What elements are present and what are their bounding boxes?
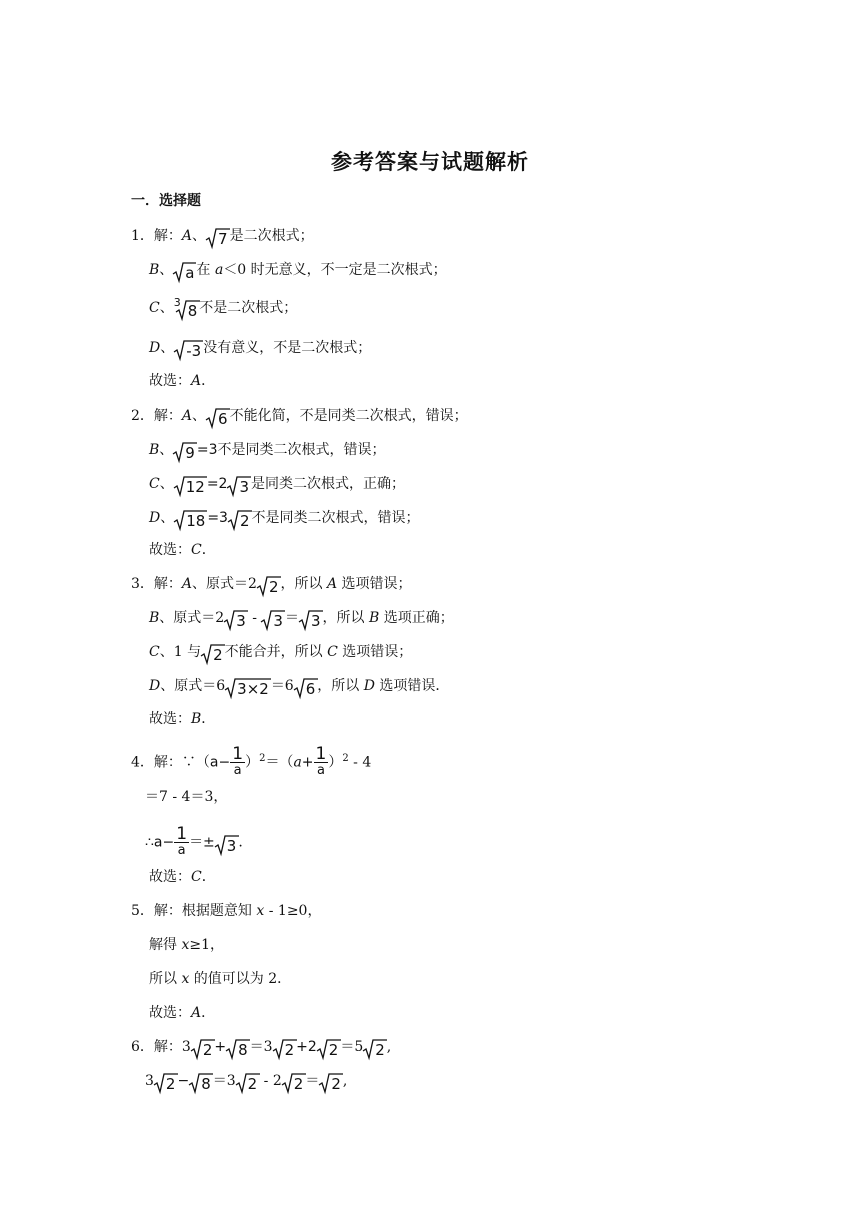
- fraction: $\frac{1}{a}$: [232, 744, 244, 778]
- sqrt-expression: 18: [174, 509, 207, 532]
- radical-sign: [273, 1038, 297, 1060]
- radical-sign: [227, 475, 251, 497]
- radical-sign: [206, 227, 230, 249]
- sqrt-expression: 2: [317, 1038, 341, 1061]
- radical-sign: [294, 677, 318, 699]
- option-letter: D: [149, 340, 161, 356]
- q2-line-2: B、 9 =3不是同类二次根式，错误；: [149, 442, 386, 462]
- sqrt-expression: 3: [299, 609, 323, 632]
- q1-line-4: D、 -3 没有意义，不是二次根式；: [149, 340, 372, 360]
- radical-sign: [173, 441, 197, 463]
- radical-sign: [282, 1072, 306, 1094]
- radical-sign: [261, 609, 285, 631]
- q3-line-1: 3．解：A、原式＝2 2 ，所以 A 选项错误；: [131, 576, 412, 596]
- sqrt-expression: 2: [191, 1038, 215, 1061]
- q1-line-2: B、 a 在 a＜0 时无意义，不一定是二次根式；: [149, 262, 447, 282]
- radical-sign: [317, 1038, 341, 1060]
- sqrt-expression: 2: [257, 575, 281, 598]
- q4-answer: 故选：C．: [149, 869, 216, 885]
- sqrt-expression: 8: [226, 1038, 250, 1061]
- sqrt-expression: 12: [174, 475, 207, 498]
- q3-line-3: C、1 与 2 不能合并，所以 C 选项错误；: [149, 644, 413, 664]
- option-letter: A: [181, 228, 193, 244]
- sqrt-expression: 2: [228, 509, 252, 532]
- sqrt-expression: 9: [173, 441, 197, 464]
- sqrt-expression: 2: [273, 1038, 297, 1061]
- radical-sign: [174, 509, 207, 531]
- question-number: 3．: [131, 576, 154, 592]
- q4-line-2: ＝7 - 4＝3，: [145, 789, 228, 805]
- q1-line-3: C、 3 8 不是二次根式；: [149, 296, 298, 320]
- sqrt-expression: a: [173, 261, 196, 284]
- sqrt-expression: 6: [206, 407, 230, 430]
- text: 、: [192, 228, 207, 244]
- radical-sign: [189, 1072, 213, 1094]
- radical-sign: [173, 261, 196, 283]
- text: 是二次根式；: [229, 228, 314, 244]
- radical-sign: [257, 575, 281, 597]
- sqrt-expression: 2: [201, 643, 225, 666]
- q5-line-2: 解得 x≥1，: [149, 937, 224, 953]
- q5-answer: 故选：A．: [149, 1005, 216, 1021]
- q3-line-2: B、原式＝2 3 - 3 ＝ 3 ，所以 B 选项正确；: [149, 610, 454, 630]
- sqrt-expression: 7: [206, 227, 230, 250]
- q4-line-1: 4．解：∵（a− $\frac{1}{a}$ ）$^2$＝（a+ $\frac{1}{a}$ ）$^2$ - 4: [131, 744, 372, 778]
- q5-line-1: 5．解：根据题意知 x - 1≥0，: [131, 903, 322, 919]
- sqrt-expression: 3: [215, 834, 239, 857]
- radical-sign: [299, 609, 323, 631]
- sqrt-expression: 8: [189, 1072, 213, 1095]
- q5-line-3: 所以 x 的值可以为 2．: [149, 971, 292, 987]
- radical-sign: [226, 1038, 250, 1060]
- q2-line-3: C、 12 =2 3 是同类二次根式，正确；: [149, 476, 405, 496]
- q6-line-2: 3 2 − 8 ＝3 2 - 2 2 ＝ 2 ,: [145, 1073, 348, 1093]
- q3-line-4: D、原式＝6 3×2 ＝6 6 ，所以 D 选项错误．: [149, 678, 450, 698]
- question-number: 6．: [131, 1039, 154, 1055]
- radical-sign: [191, 1038, 215, 1060]
- radical-sign: [363, 1038, 387, 1060]
- q1-answer: 故选：A．: [149, 373, 216, 389]
- sqrt-expression: 3×2: [225, 677, 271, 700]
- radical-sign: [236, 1072, 260, 1094]
- sqrt-expression: 2: [282, 1072, 306, 1095]
- sqrt-expression: 3: [261, 609, 285, 632]
- question-number: 2．: [131, 408, 154, 424]
- sqrt-expression: 3: [224, 609, 248, 632]
- q2-answer: 故选：C．: [149, 542, 216, 558]
- radical-sign: [201, 643, 225, 665]
- fraction: $\frac{1}{a}$: [176, 824, 188, 858]
- section-heading: 一．选择题: [131, 193, 201, 209]
- sqrt-expression: -3: [174, 339, 203, 362]
- radical-sign: [206, 407, 230, 429]
- radical-sign: [228, 509, 252, 531]
- radical-sign: [174, 339, 203, 361]
- sqrt-expression: 2: [154, 1072, 178, 1095]
- q3-answer: 故选：B．: [149, 711, 216, 727]
- radical-sign: [174, 475, 207, 497]
- sqrt-expression: 3: [227, 475, 251, 498]
- cube-root-expression: 3 8: [174, 299, 200, 322]
- question-number: 4．: [131, 754, 154, 771]
- radical-sign: [224, 609, 248, 631]
- q2-line-4: D、 18 =3 2 不是同类二次根式，错误；: [149, 510, 420, 530]
- radical-sign: [215, 834, 239, 856]
- radical-sign: [319, 1072, 343, 1094]
- q1-line-1: [131, 226, 314, 250]
- question-number: 1．: [131, 228, 154, 244]
- fraction: $\frac{1}{a}$: [315, 744, 327, 778]
- radical-sign: [154, 1072, 178, 1094]
- text: 解：: [153, 228, 182, 244]
- sqrt-expression: 6: [294, 677, 318, 700]
- q6-line-1: 6．解：3 2 + 8 ＝3 2 +2 2 ＝5 2 ,: [131, 1039, 392, 1059]
- radical-sign: [225, 677, 271, 699]
- sqrt-expression: 2: [236, 1072, 260, 1095]
- radical-sign: [174, 299, 200, 321]
- option-letter: B: [149, 262, 160, 278]
- sqrt-expression: 2: [319, 1072, 343, 1095]
- q4-line-3: ∴a− $\frac{1}{a}$ ＝± 3 .: [145, 824, 243, 858]
- question-number: 5．: [131, 903, 154, 919]
- q2-line-1: 2．解：A、 6 不能化简，不是同类二次根式，错误；: [131, 408, 468, 428]
- sqrt-expression: 2: [363, 1038, 387, 1061]
- option-letter: C: [149, 300, 160, 316]
- page-title: 参考答案与试题解析: [331, 150, 529, 174]
